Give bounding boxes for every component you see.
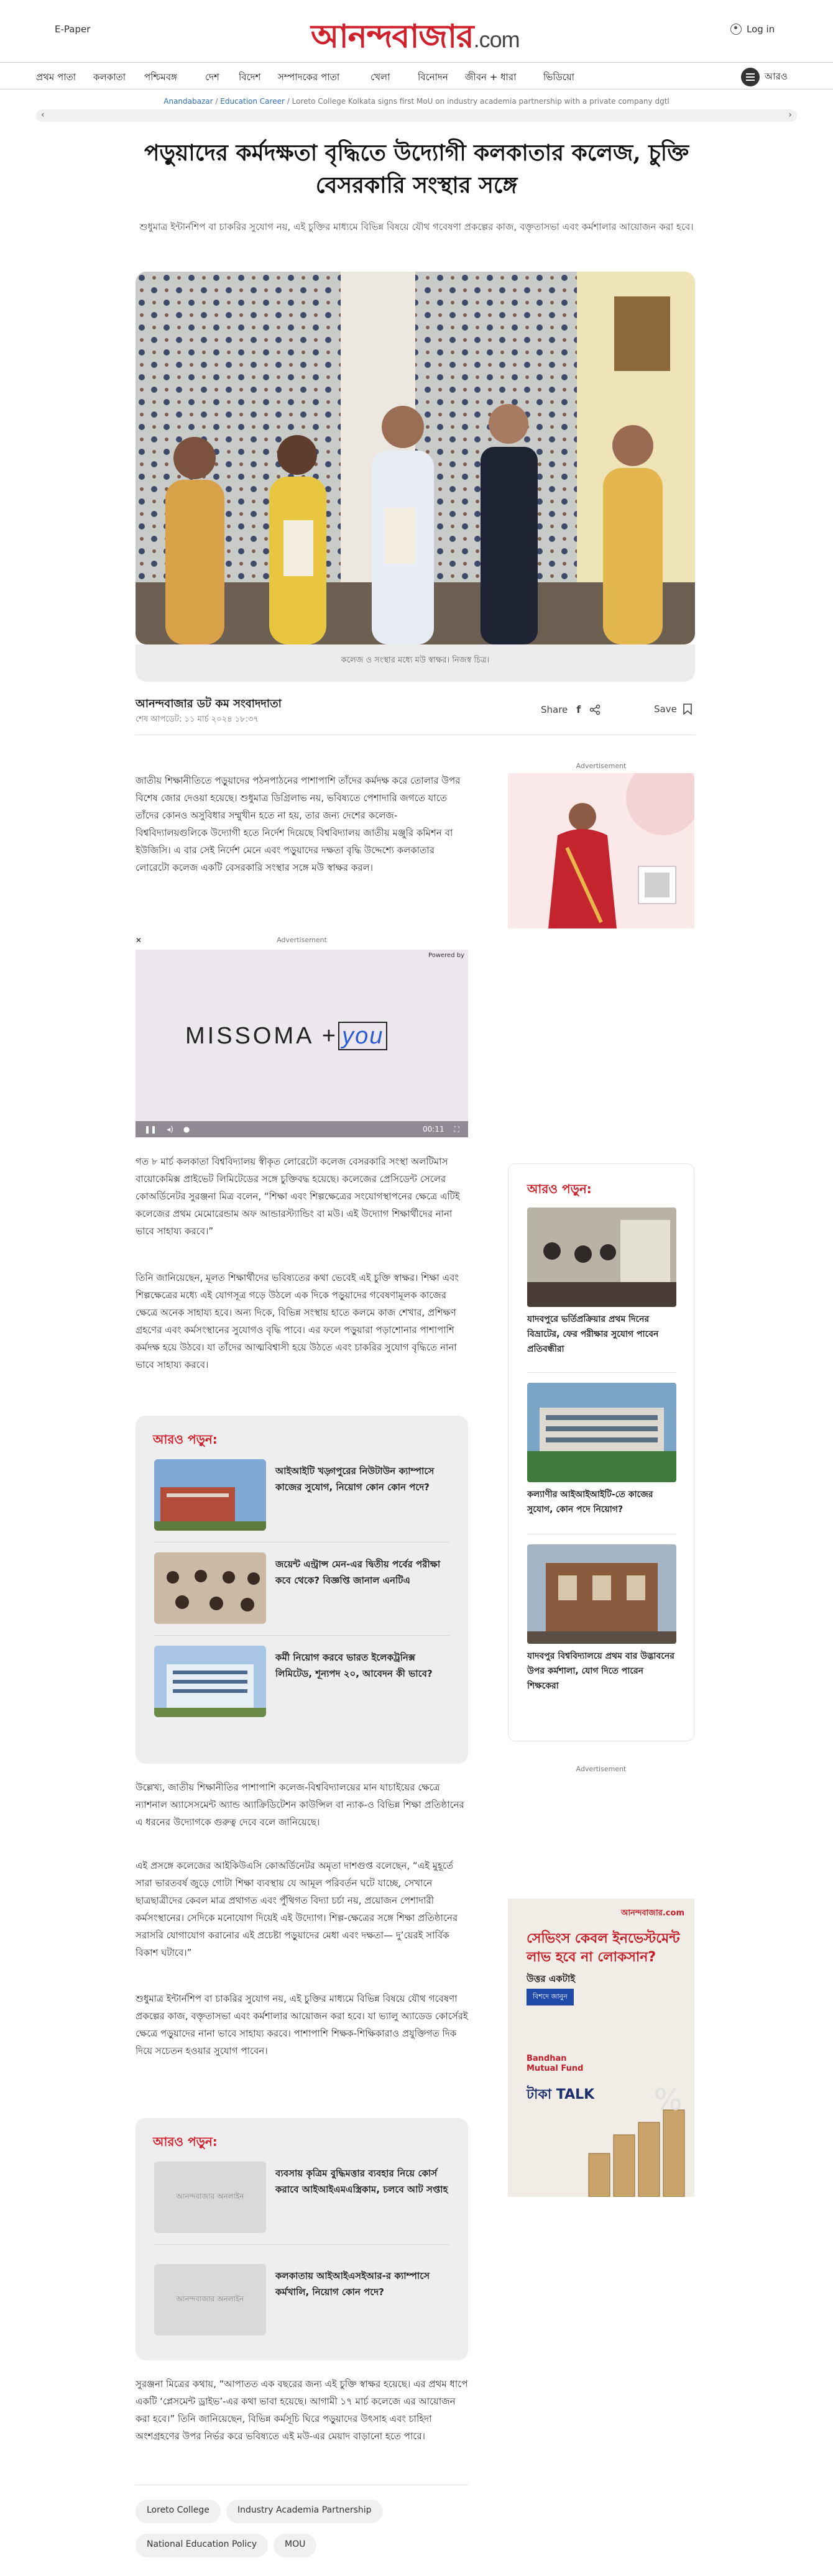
ad-brand: MISSOMA + you — [185, 1023, 387, 1050]
article-paragraph-3: তিনি জানিয়েছেন, মূলত শিক্ষার্থীদের ভবিষ্যতের কথা ভেবেই এই চুক্তি স্বাক্ষর। শিক্ষা এবং শিল্পক্ষেত্রের মধ্যে এই যোগসূত্র গড়ে উঠলে এক দিকে পড়ুয়াদের গবেষণামূলক কাজের ক্ষেত্রে অনেক সাহায্য হবে। অন্য দিকে, বিভিন্ন সংস্থায় হাতে কলমে কাজ শেখার, প্রশিক্ষণ গ্রহণের এবং কর্মসংস্থানের সুযোগও বৃদ্ধি পাবে। এর ফলে পড়ুয়ারা পড়াশোনার পাশাপাশি কর্মদক্ষ হয়ে উঠবে। যা তাঁদের আত্মবিশ্বাসী হয়ে উঠতে এবং চাকরির সুযোগ বৃদ্ধিতে নানা ভাবে সাহায্য করবে। — [136, 1272, 459, 1370]
chevron-left-icon[interactable]: ‹ — [41, 110, 45, 120]
side-ad[interactable] — [508, 773, 694, 928]
facebook-icon[interactable]: f — [576, 704, 581, 715]
horizontal-scrollbar[interactable] — [36, 109, 797, 122]
article-subhead: শুধুমাত্র ইন্টার্নশিপ বা চাকরির সুযোগ নয়, এই চুক্তির মাধ্যমে বিভিন্ন বিষয়ে যৌথ গবেষণা প্রকল্পের কাজ, বক্তৃতাসভা এবং কর্মশালার আয়োজন করা হবে। — [139, 221, 694, 232]
author-name[interactable]: আনন্দবাজার ডট কম সংবাদদাতা — [136, 697, 282, 710]
article-paragraph-4: উল্লেখ্য, জাতীয় শিক্ষানীতির পাশাপাশি কলেজ-বিশ্ববিদ্যালয়ের মান যাচাইয়ের ক্ষেত্রে ন্যাশনাল অ্যাসেসমেন্ট অ্যান্ড অ্যাক্রিডিটেশন কাউন্সিল বা ন্যাক-ও বিভিন্ন শিক্ষা প্রতিষ্ঠানের এ ধরনের উদ্যোগকে গুরুত্ব দেবে বলে জানিয়েছে। — [136, 1782, 464, 1828]
breadcrumb-current: Loreto College Kolkata signs first MoU on industry academia partnership with a private company dgtl — [292, 97, 670, 106]
tag-chip[interactable]: National Education Policy — [136, 2534, 268, 2557]
nav-item-editorial[interactable]: সম্পাদকের পাতা — [278, 71, 340, 83]
nav-item-entertainment[interactable]: বিনোদন — [418, 71, 448, 83]
nav-more-button[interactable]: আরও — [741, 68, 788, 86]
nav-item-westbengal[interactable]: পশ্চিমবঙ্গ — [144, 71, 177, 83]
breadcrumb: Anandabazar / Education Career / Loreto College Kolkata signs first MoU on industry academia partnership with a private company dgtl — [163, 97, 670, 106]
fullscreen-icon[interactable]: ⛶ — [454, 1124, 459, 1134]
login-button[interactable]: Log in — [730, 24, 775, 35]
article-paragraph-1: জাতীয় শিক্ষানীতিতে পড়ুয়াদের পঠনপাঠনের পাশাপাশি তাঁদের কর্মদক্ষ করে তোলার উপর বিশেষ জোর দেওয়া হয়েছে। শুধুমাত্র ডিগ্রিলাভ নয়, ভবিষ্যতে পেশাদারি জগতে যাতে তাঁদের কোনও অসুবিধার সম্মুখীন হতে না হয়, তার জন্য দেশের কলেজ-বিশ্ববিদ্যালয়গুলিকে উদ্যোগী হতে নির্দেশ দিয়েছে বিশ্ববিদ্যালয় জাতীয় মঞ্জুরি কমিশন বা ইউজিসি। এ বার সেই নির্দেশ মেনে এবং পড়ুয়াদের দক্ষতা বৃদ্ধি উদ্দেশ্যে কলকাতার লোরেটো কলেজ একটি বেসরকারি সংস্থার সঙ্গে মউ স্বাক্ষর করল। — [136, 775, 461, 873]
svg-text:%: % — [654, 2085, 683, 2117]
read-more-box — [136, 1416, 468, 1764]
ad-label: Advertisement — [576, 1765, 627, 1773]
thumbnail — [527, 1208, 676, 1307]
thumbnail — [527, 1383, 676, 1482]
breadcrumb-home[interactable]: Anandabazar — [163, 97, 213, 106]
read-more-item[interactable]: আনন্দবাজার অনলাইন ব্যবসায় কৃত্রিম বুদ্ধিমত্তার ব্যবহার নিয়ে কোর্স করাবে আইআইএমএস্ত্রিকাম, চলবে আট সপ্তাহ — [154, 2161, 449, 2233]
video-ad-header: ✕ Advertisement — [136, 936, 327, 945]
thumbnail-placeholder: আনন্দবাজার অনলাইন — [154, 2264, 266, 2335]
article-headline: পড়ুয়াদের কর্মদক্ষতা বৃদ্ধিতে উদ্যোগী কলকাতার কলেজ, চুক্তি বেসরকারি সংস্থার সঙ্গে — [144, 140, 689, 198]
user-icon — [730, 24, 742, 35]
read-more-title: আরও পড়ুন: — [153, 2134, 218, 2149]
read-more-item[interactable]: আইআইটি খড়্গপুরের নিউটাউন ক্যাম্পাসে কাজের সুযোগ, নিয়োগ কোন কোন পদে? — [154, 1459, 449, 1531]
read-more-title: আরও পড়ুন: — [153, 1432, 218, 1447]
share-control: Share f — [541, 704, 601, 715]
article-paragraph-7: সুরঞ্জনা মিত্রের কথায়, “আপাতত এক বছরের জন্য এই চুক্তি স্বাক্ষর হয়েছে। এর প্রথম ধাপে একটি ‘প্লেসমেন্ট ড্রাইভ’-এর কথা ভাবা হয়েছে। আগামী ১৭ মার্চ কলেজে এর আয়োজন করা হবে।” তিনি জানিয়েছেন, বিভিন্ন কর্মসূচি ঘিরে পড়ুয়াদের উৎসাহ এবং চাহিদা অংশগ্রহণের উপর নির্ভর করে ভবিষ্যতে এই মউ-এর মেয়াদ বাড়ানো হতে পারে। — [136, 2378, 468, 2442]
sidebar-read-more-item[interactable]: যাদবপুরে ভর্তিপ্রক্রিয়ার প্রথম দিনের বিভ্রাটের, ফের পরীক্ষার সুযোগ পাবেন প্রতিবন্ধীরা — [527, 1208, 676, 1357]
site-header — [0, 0, 833, 62]
share-icon[interactable] — [589, 704, 601, 715]
read-more-title: আরও পড়ুন: — [527, 1181, 592, 1196]
side-ad-bandhan[interactable]: আনন্দবাজার.com সেভিংস কেবল ইনভেস্টমেন্ট লাভ হবে না লোকসান? উত্তর একটাই বিশদে জানুন Bandhan Mutual Fund টাকা TALK % — [508, 1899, 694, 2197]
photo-caption: কলেজ ও সংস্থার মধ্যে মউ স্বাক্ষর। নিজস্ব চিত্র। — [136, 644, 695, 682]
separator — [154, 2244, 449, 2245]
separator — [154, 1635, 449, 1636]
read-more-item[interactable]: কর্মী নিয়োগ করবে ভারত ইলেকট্রনিক্স লিমিটেড, শূন্যপদ ২০, আবেদন কী ভাবে? — [154, 1646, 449, 1717]
thumbnail — [154, 1646, 266, 1717]
read-more-box — [136, 2118, 468, 2360]
menu-icon — [741, 68, 760, 86]
nav-item-nation[interactable]: দেশ — [205, 71, 219, 83]
close-icon[interactable]: ✕ — [136, 936, 142, 945]
breadcrumb-section[interactable]: Education Career — [220, 97, 285, 106]
last-updated: শেষ আপডেট: ১১ মার্চ ২০২৪ ১৮:৩৭ — [136, 715, 259, 724]
ad-cta-button[interactable]: বিশদে জানুন — [527, 1989, 574, 2005]
nav-item-sports[interactable]: খেলা — [370, 71, 390, 83]
bookmark-icon — [683, 704, 692, 715]
tag-chip[interactable]: Loreto College — [136, 2500, 221, 2523]
volume-icon[interactable]: ◂) — [167, 1125, 173, 1134]
article-paragraph-5: এই প্রসঙ্গে কলেজের আইকিউএসি কোঅর্ডিনেটর অমৃতা দাশগুপ্ত বলেছেন, “এই মুহূর্তে সারা ভারতবর্ষ জুড়ে গোটা শিক্ষা ব্যবস্থায় যে আমূল পরিবর্তন ঘটে যাচ্ছে, সেখানে ছাত্রছাত্রীদের কেবল মাত্র প্রথাগত এবং পুঁথিগত বিদ্যা চর্চা নয়, প্রয়োজন পেশাদারী কর্মসংস্থানের। সেদিকে মনোযোগ দিয়েই এই উদ্যোগ। শিল্প-ক্ষেত্রের সঙ্গে শিক্ষা প্রতিষ্ঠানের সরাসরি যোগাযোগ করানোর এই প্রচেষ্টা পড়ুয়াদের মেধা এবং দক্ষতা— দু’য়েরই সার্বিক বিকাশ ঘটাবে।” — [136, 1860, 458, 1958]
tag-chip[interactable]: Industry Academia Partnership — [226, 2500, 383, 2523]
thumbnail-placeholder: আনন্দবাজার অনলাইন — [154, 2161, 266, 2233]
read-more-item[interactable]: জয়েন্ট এন্ট্রান্স মেন-এর দ্বিতীয় পর্বের পরীক্ষা কবে থেকে? বিজ্ঞপ্তি জানাল এনটিএ — [154, 1552, 449, 1624]
video-controls: ❚❚ ◂) ● 00:11 ⛶ — [136, 1121, 468, 1137]
nav-item-world[interactable]: বিদেশ — [239, 71, 261, 83]
site-logo[interactable]: আনন্দবাজার.com — [311, 17, 520, 55]
tag-chip[interactable]: MOU — [274, 2534, 316, 2557]
thumbnail — [154, 1552, 266, 1624]
main-nav — [0, 62, 833, 89]
save-button[interactable]: Save — [654, 704, 692, 715]
pause-icon[interactable]: ❚❚ — [144, 1125, 157, 1134]
thumbnail — [527, 1544, 676, 1644]
nav-item-kolkata[interactable]: কলকাতা — [93, 71, 126, 83]
article-paragraph-6: শুধুমাত্র ইন্টার্নশিপ বা চাকরির সুযোগ নয়, এই চুক্তির মাধ্যমে বিভিন্ন বিষয়ে যৌথ গবেষণা প্রকল্পের কাজ, বক্তৃতাসভা এবং কর্মশালার আয়োজন করা হবে। যা ভ্যালু অ্যাডেড কোর্সেরই ক্ষেত্রে পড়ুয়াদের নানা ভাবে সাহায্য করবে। পাশাপাশি শিক্ষক-শিক্ষিকারাও প্রযুক্তিগত দিক দিয়ে সচেতন হওয়ার সুযোগ পাবেন। — [136, 1993, 468, 2056]
article-paragraph-2: গত ৮ মার্চ কলকাতা বিশ্ববিদ্যালয় স্বীকৃত লোরেটো কলেজ বেসরকারি সংস্থা অলটিমাস বায়োকেমিক্স প্রাইভেট লিমিটেডের সঙ্গে চুক্তিবদ্ধ হয়েছে। কলেজের প্রেসিডেন্ট সেলের কোঅর্ডিনেটর সুরঞ্জনা মিত্র বলেন, “শিক্ষা এবং শিল্পক্ষেত্রের সংযোগস্থাপনের ক্ষেত্রে এটিই কলেজের প্রথম মেমোরেন্ডাম অফ আন্ডারস্ট্যান্ডিং বা মউ। এই উদ্যোগ শিক্ষার্থীদের নানা ভাবে সাহায্য করবে।” — [136, 1156, 460, 1237]
nav-item-lifestyle[interactable]: জীবন + ধারা — [465, 71, 517, 83]
read-more-item[interactable]: আনন্দবাজার অনলাইন কলকাতায় আইআইএসইআর-র ক্যাম্পাসে কর্মখালি, নিয়োগ কোন পদে? — [154, 2264, 449, 2335]
chevron-right-icon[interactable]: › — [788, 110, 792, 120]
article-photo — [136, 272, 695, 644]
sidebar-read-more-item[interactable]: কল্যাণীর আইআইআইটি-তে কাজের সুযোগ, কোন পদে নিয়োগ? — [527, 1383, 676, 1517]
epaper-link[interactable]: E-Paper — [55, 24, 91, 35]
progress-dot[interactable]: ● — [183, 1125, 190, 1134]
sidebar-read-more — [508, 1163, 694, 1741]
separator — [527, 1372, 676, 1373]
nav-item-video[interactable]: ভিডিয়ো — [543, 71, 575, 83]
ad-label: Advertisement — [576, 762, 627, 770]
nav-item-home[interactable]: প্রথম পাতা — [36, 71, 76, 83]
video-ad[interactable]: Powered by MISSOMA + you ❚❚ ◂) ● 00:11 ⛶ — [136, 950, 468, 1137]
sidebar-read-more-item[interactable]: যাদবপুর বিশ্ববিদ্যালয়ে প্রথম বার উদ্ভাবনের উপর কর্মশালা, যোগ দিতে পারেন শিক্ষকেরা — [527, 1544, 676, 1694]
thumbnail — [154, 1459, 266, 1531]
